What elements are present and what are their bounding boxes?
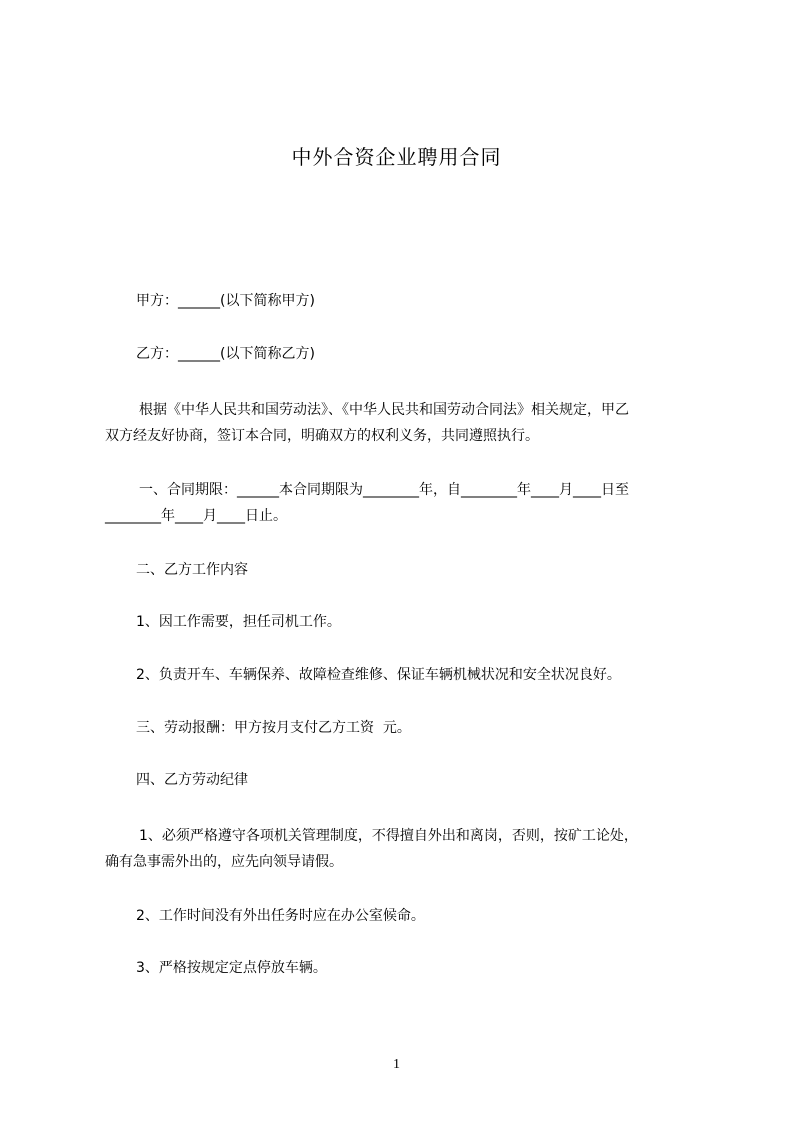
document-title: 中外合资企业聘用合同 xyxy=(291,145,502,169)
section-heading-remuneration: 三、劳动报酬：甲方按月支付乙方工资 元。 xyxy=(136,720,411,736)
contract-term-line-1: 一、合同期限：______本合同期限为________年，自________年____月____日至 xyxy=(139,482,629,498)
party-b-line: 乙方：______(以下简称乙方) xyxy=(136,346,315,362)
section-heading-work-content: 二、乙方工作内容 xyxy=(136,562,248,578)
preamble-line-1: 根据《中华人民共和国劳动法》、《中华人民共和国劳动合同法》相关规定，甲乙 xyxy=(139,402,629,418)
preamble-line-2: 双方经友好协商，签订本合同，明确双方的权利义务，共同遵照执行。 xyxy=(105,428,539,444)
work-item-2: 2、负责开车、车辆保养、故障检查维修、保证车辆机械状况和安全状况良好。 xyxy=(136,667,621,683)
work-item-1: 1、因工作需要，担任司机工作。 xyxy=(136,614,341,630)
discipline-item-1-line-2: 确有急事需外出的，应先向领导请假。 xyxy=(105,854,343,870)
contract-term-line-2: ________年____月____日止。 xyxy=(105,508,287,524)
discipline-item-2: 2、工作时间没有外出任务时应在办公室候命。 xyxy=(136,908,425,924)
discipline-item-3: 3、严格按规定定点停放车辆。 xyxy=(136,960,327,976)
section-heading-discipline: 四、乙方劳动纪律 xyxy=(136,772,248,788)
page-number: 1 xyxy=(393,1057,400,1072)
party-a-line: 甲方：______(以下简称甲方) xyxy=(136,293,315,309)
discipline-item-1-line-1: 1、必须严格遵守各项机关管理制度，不得擅自外出和离岗，否则，按矿工论处， xyxy=(139,828,638,844)
